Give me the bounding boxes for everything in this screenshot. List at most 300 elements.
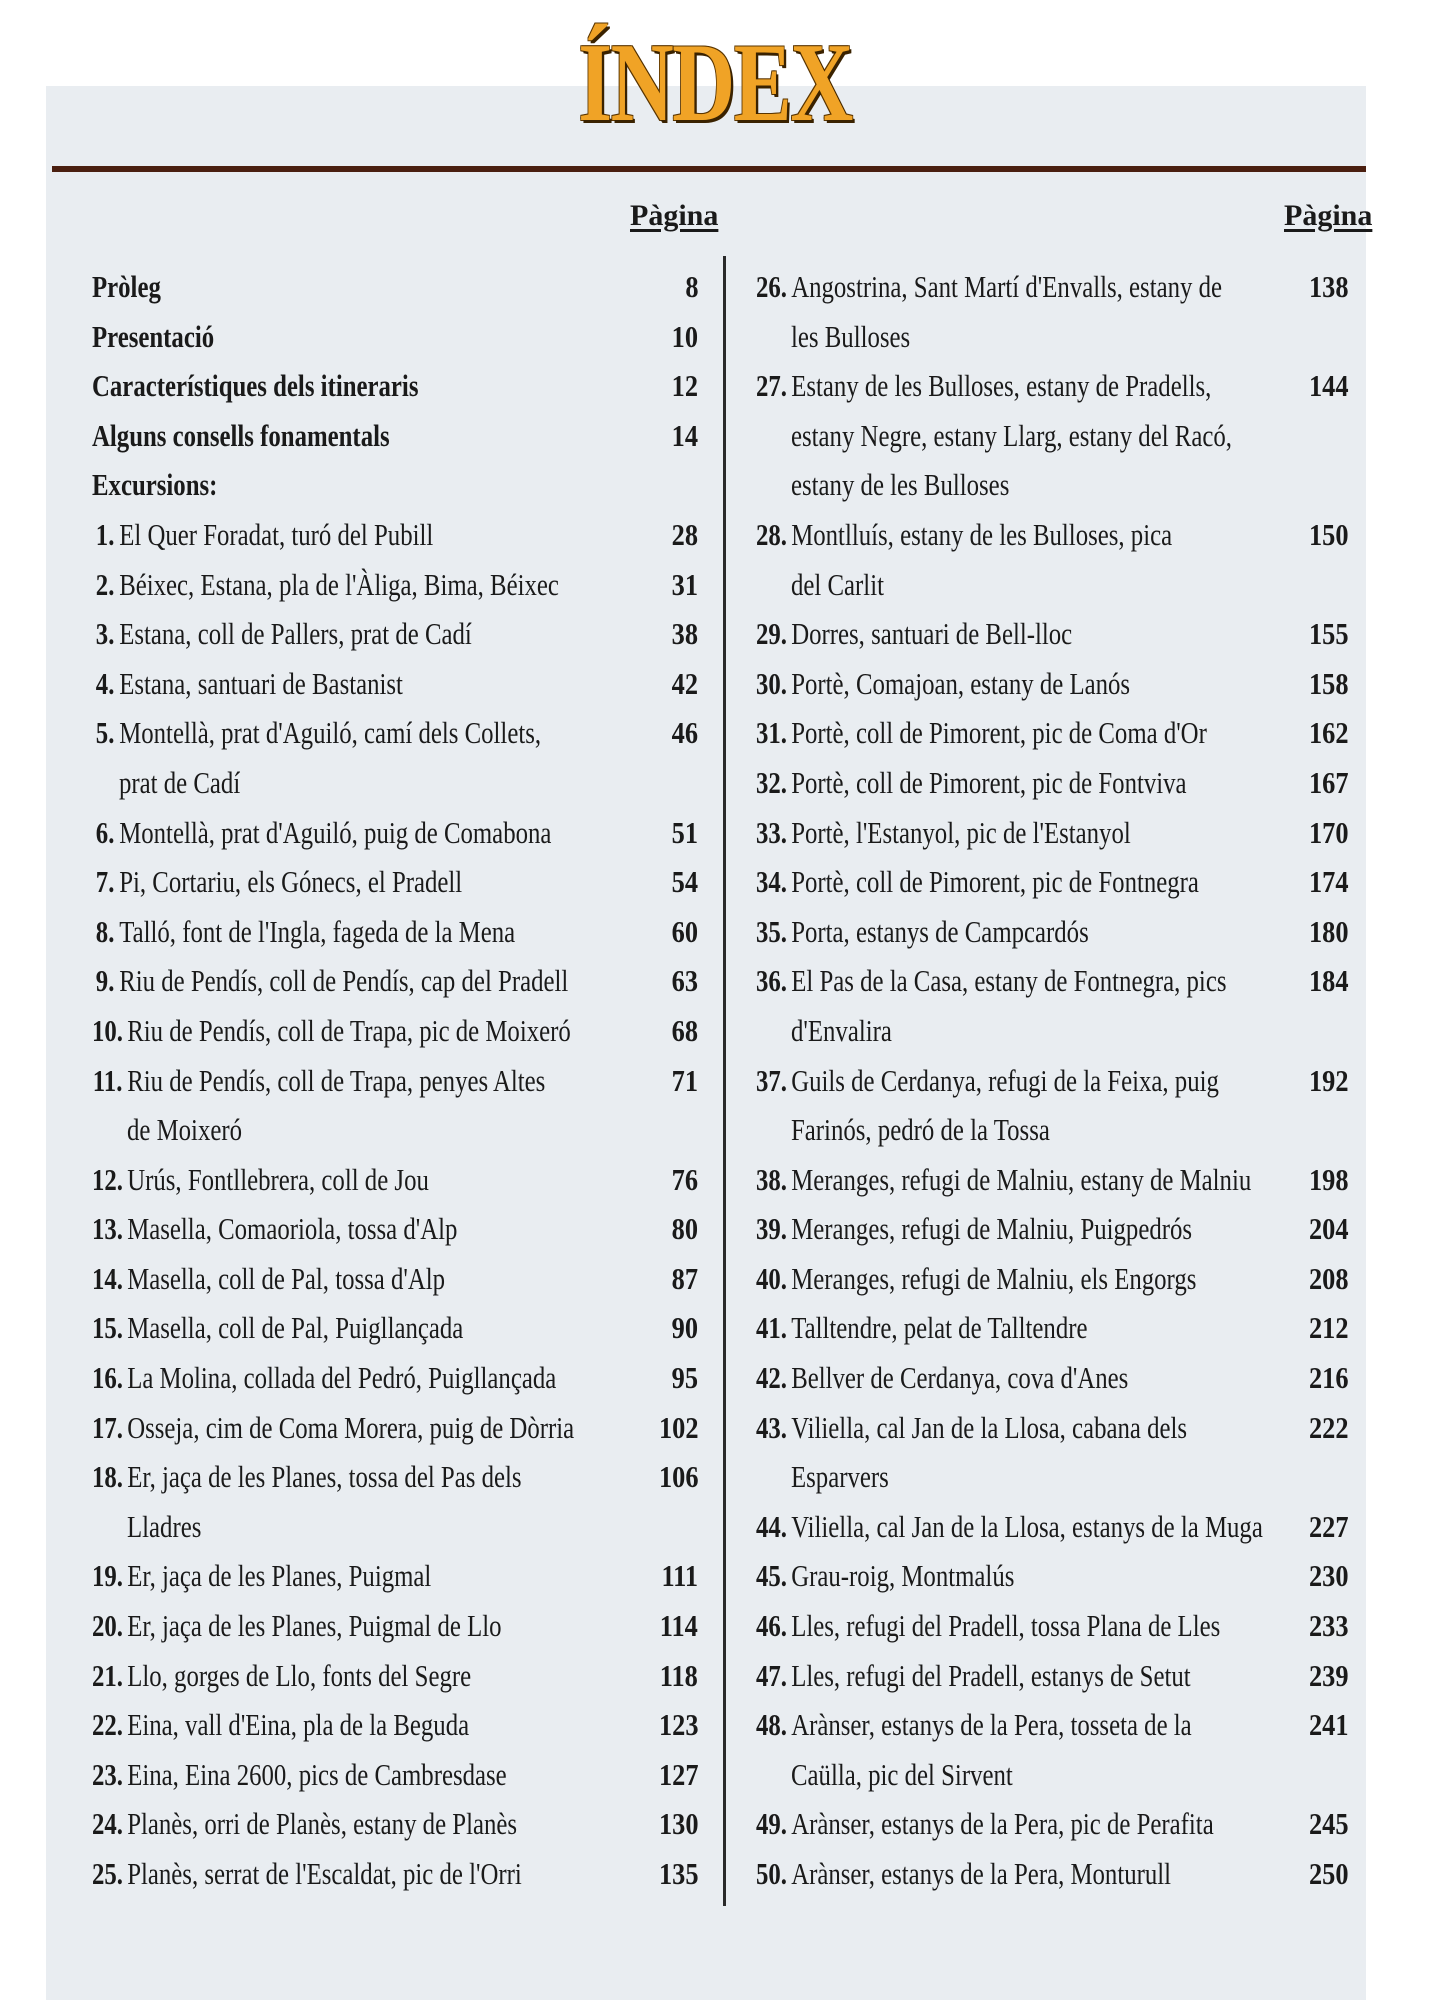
entry-page-number: 155 xyxy=(1308,616,1348,652)
front-matter-entry xyxy=(92,460,692,510)
index-entry xyxy=(92,1006,698,1056)
entry-title: Guils de Cerdanya, refugi de la Feixa, puig xyxy=(791,1062,1219,1098)
entry-line xyxy=(756,510,1356,560)
index-entry xyxy=(92,708,698,807)
entry-line-text xyxy=(127,1105,242,1155)
index-entry xyxy=(92,1303,698,1353)
entry-page-number: 162 xyxy=(1308,715,1348,751)
entry-line xyxy=(92,708,692,758)
entry-number: 40. xyxy=(756,1260,787,1296)
entry-number: 50. xyxy=(756,1856,787,1891)
entry-title: Estana, santuari de Bastanist xyxy=(119,665,403,701)
entry-line xyxy=(92,907,692,957)
entry-line xyxy=(756,1006,1356,1056)
entry-line xyxy=(92,1303,692,1353)
entry-line xyxy=(756,312,1356,362)
entry-line-text xyxy=(791,312,910,362)
entry-number: 15. xyxy=(92,1310,123,1346)
entry-title: Arànser, estanys de la Pera, Monturull xyxy=(791,1856,1172,1891)
entry-number: 38. xyxy=(756,1161,787,1197)
entry-line-text xyxy=(92,1353,556,1403)
index-entry xyxy=(92,1204,698,1254)
entry-line xyxy=(756,1303,1356,1353)
entry-page-number: 95 xyxy=(671,1360,698,1396)
index-column-left xyxy=(92,262,698,1899)
entry-line-text xyxy=(791,1006,892,1056)
entry-title-continuation: d'Envalira xyxy=(791,1012,893,1048)
entry-line-text xyxy=(756,361,1211,411)
entry-line-text xyxy=(756,1651,1191,1701)
front-matter-page: 12 xyxy=(671,368,698,404)
entry-page-number: 204 xyxy=(1308,1211,1348,1247)
entry-line-text xyxy=(92,1651,471,1701)
index-entry xyxy=(756,1254,1356,1304)
entry-number: 36. xyxy=(756,963,787,999)
entry-line xyxy=(92,1105,692,1155)
entry-number: 48. xyxy=(756,1707,787,1743)
index-entry xyxy=(756,1551,1356,1601)
entry-line-text xyxy=(756,1204,1192,1254)
entry-number: 31. xyxy=(756,715,787,751)
index-entry xyxy=(756,262,1356,361)
entry-title: Dorres, santuari de Bell-lloc xyxy=(791,616,1073,652)
entry-page-number: 118 xyxy=(659,1657,698,1693)
entry-line xyxy=(756,659,1356,709)
index-entry xyxy=(92,808,698,858)
entry-page-number: 180 xyxy=(1308,913,1348,949)
entry-line xyxy=(92,1849,692,1899)
title-rule xyxy=(52,166,1366,172)
entry-number: 17. xyxy=(92,1409,123,1445)
entry-number: 24. xyxy=(92,1806,123,1842)
entry-number: 32. xyxy=(756,764,787,800)
entry-line-text xyxy=(92,1006,571,1056)
entry-line xyxy=(756,1849,1356,1899)
entry-number: 26. xyxy=(756,269,787,304)
entry-line-text xyxy=(92,560,559,610)
entry-number: 46. xyxy=(756,1608,787,1644)
entry-title: Masella, coll de Pal, tossa d'Alp xyxy=(127,1260,446,1296)
entry-page-number: 138 xyxy=(1308,269,1348,304)
entry-title: Planès, serrat de l'Escaldat, pic de l'Orri xyxy=(127,1856,522,1891)
entry-title: Er, jaça de les Planes, Puigmal de Llo xyxy=(127,1608,502,1644)
entry-line xyxy=(756,460,1356,510)
entry-line-text xyxy=(127,1502,201,1552)
entry-line xyxy=(756,1601,1356,1651)
entry-line xyxy=(756,1551,1356,1601)
entry-line-text xyxy=(756,1303,1088,1353)
entry-page-number: 230 xyxy=(1308,1558,1348,1594)
entry-page-number: 42 xyxy=(671,665,698,701)
entry-line-text xyxy=(791,1105,1050,1155)
entry-number: 45. xyxy=(756,1558,787,1594)
entry-line xyxy=(756,956,1356,1006)
index-entry xyxy=(92,1799,698,1849)
entry-line-text xyxy=(756,1353,1128,1403)
entry-line-text xyxy=(756,1502,1263,1552)
entry-line xyxy=(92,1006,692,1056)
entry-line-text xyxy=(756,907,1089,957)
entry-line-text xyxy=(791,1750,1013,1800)
entry-line xyxy=(756,708,1356,758)
index-entry xyxy=(92,510,698,560)
index-entry xyxy=(92,956,698,1006)
index-entry xyxy=(92,1849,698,1899)
index-entry xyxy=(756,1700,1356,1799)
entry-number: 3. xyxy=(95,616,115,652)
entry-page-number: 123 xyxy=(658,1707,698,1743)
entry-number: 9. xyxy=(95,963,115,999)
entry-line-text xyxy=(791,460,1009,510)
index-entry xyxy=(92,659,698,709)
index-entry xyxy=(92,609,698,659)
entry-line xyxy=(92,1452,692,1502)
entry-line-text xyxy=(756,956,1226,1006)
entry-line-text xyxy=(756,262,1222,312)
entry-number: 42. xyxy=(756,1360,787,1396)
entry-page-number: 28 xyxy=(671,516,698,552)
index-entry xyxy=(756,361,1356,510)
index-entry xyxy=(92,857,698,907)
entry-page-number: 90 xyxy=(671,1310,698,1346)
entry-line-text xyxy=(92,659,403,709)
entry-line xyxy=(756,1403,1356,1453)
entry-page-number: 250 xyxy=(1308,1856,1348,1891)
entry-page-number: 167 xyxy=(1308,764,1348,800)
entry-line-text xyxy=(92,609,472,659)
front-matter-line xyxy=(92,361,692,411)
entry-title: Viliella, cal Jan de la Llosa, estanys de la Muga xyxy=(791,1508,1263,1544)
front-matter-page: 8 xyxy=(684,269,698,304)
entry-line xyxy=(756,1254,1356,1304)
entry-number: 7. xyxy=(95,864,115,900)
entry-number: 10. xyxy=(92,1012,123,1048)
index-entry xyxy=(756,1799,1356,1849)
entry-line xyxy=(756,808,1356,858)
entry-line-text xyxy=(791,560,884,610)
entry-line-text xyxy=(92,1700,469,1750)
entry-title-continuation: Lladres xyxy=(127,1508,202,1544)
entry-page-number: 227 xyxy=(1308,1508,1348,1544)
index-entry xyxy=(756,1502,1356,1552)
index-entry xyxy=(92,907,698,957)
entry-page-number: 239 xyxy=(1308,1657,1348,1693)
entry-title: Lles, refugi del Pradell, estanys de Setut xyxy=(791,1657,1191,1693)
entry-title: Estany de les Bulloses, estany de Pradells, xyxy=(791,368,1212,404)
entry-line-text xyxy=(92,1849,522,1899)
entry-number: 39. xyxy=(756,1211,787,1247)
entry-line xyxy=(756,411,1356,461)
entry-line-text xyxy=(92,1155,429,1205)
entry-line xyxy=(92,1204,692,1254)
entry-page-number: 150 xyxy=(1308,516,1348,552)
entry-number: 20. xyxy=(92,1608,123,1644)
front-matter-label: Pròleg xyxy=(92,269,161,304)
front-matter-entry xyxy=(92,312,698,362)
entry-title: Portè, coll de Pimorent, pic de Coma d'Or xyxy=(791,715,1207,751)
entry-number: 21. xyxy=(92,1657,123,1693)
entry-title: Bellver de Cerdanya, cova d'Anes xyxy=(791,1360,1129,1396)
index-entry xyxy=(756,708,1356,758)
entry-line xyxy=(92,956,692,1006)
entry-title: Talló, font de l'Ingla, fageda de la Mena xyxy=(119,913,516,949)
entry-line xyxy=(92,609,692,659)
entry-title: Er, jaça de les Planes, Puigmal xyxy=(127,1558,432,1594)
entry-line xyxy=(92,659,692,709)
entry-page-number: 222 xyxy=(1308,1409,1348,1445)
entry-number: 47. xyxy=(756,1657,787,1693)
entry-line xyxy=(756,1056,1356,1106)
entry-title: Osseja, cim de Coma Morera, puig de Dòrria xyxy=(127,1409,575,1445)
front-matter-line xyxy=(92,460,692,510)
entry-page-number: 245 xyxy=(1308,1806,1348,1842)
entry-page-number: 192 xyxy=(1308,1062,1348,1098)
entry-line-text xyxy=(756,1799,1214,1849)
entry-number: 22. xyxy=(92,1707,123,1743)
entry-title: Arànser, estanys de la Pera, tosseta de la xyxy=(791,1707,1192,1743)
entry-title-continuation: Esparvers xyxy=(791,1459,889,1495)
entry-title: Arànser, estanys de la Pera, pic de Perafita xyxy=(791,1806,1214,1842)
entry-number: 37. xyxy=(756,1062,787,1098)
entry-title: Meranges, refugi de Malniu, Puigpedrós xyxy=(791,1211,1193,1247)
entry-number: 2. xyxy=(95,566,115,602)
entry-page-number: 127 xyxy=(658,1756,698,1792)
entry-line-text xyxy=(756,510,1172,560)
entry-line-text xyxy=(119,758,240,808)
entry-line-text xyxy=(756,1056,1219,1106)
entry-number: 12. xyxy=(92,1161,123,1197)
index-entry xyxy=(756,1155,1356,1205)
entry-line xyxy=(92,1799,692,1849)
entry-line-text xyxy=(756,808,1131,858)
entry-title: Masella, coll de Pal, Puigllançada xyxy=(127,1310,464,1346)
entry-title: Angostrina, Sant Martí d'Envalls, estany de xyxy=(791,269,1223,304)
entry-number: 4. xyxy=(95,665,115,701)
entry-page-number: 68 xyxy=(671,1012,698,1048)
index-entry xyxy=(756,659,1356,709)
entry-line xyxy=(92,510,692,560)
index-entry xyxy=(92,1056,698,1155)
entry-title-continuation: del Carlit xyxy=(791,566,885,602)
entry-title: Portè, coll de Pimorent, pic de Fontviva xyxy=(791,764,1187,800)
entry-page-number: 31 xyxy=(671,566,698,602)
entry-line xyxy=(756,1204,1356,1254)
entry-title-continuation: les Bulloses xyxy=(791,318,911,354)
entry-line-text xyxy=(92,510,433,560)
index-entry xyxy=(756,1849,1356,1899)
entry-page-number: 71 xyxy=(671,1062,698,1098)
entry-line xyxy=(756,609,1356,659)
entry-title: Planès, orri de Planès, estany de Planès xyxy=(127,1806,518,1842)
entry-number: 18. xyxy=(92,1459,123,1495)
entry-page-number: 87 xyxy=(671,1260,698,1296)
entry-number: 23. xyxy=(92,1756,123,1792)
entry-number: 8. xyxy=(95,913,115,949)
entry-line-text xyxy=(756,857,1199,907)
index-entry xyxy=(756,1353,1356,1403)
entry-number: 27. xyxy=(756,368,787,404)
entry-line xyxy=(92,857,692,907)
entry-title: Portè, coll de Pimorent, pic de Fontnegra xyxy=(791,864,1199,900)
entry-title-continuation: Farinós, pedró de la Tossa xyxy=(791,1112,1051,1148)
page-column-header-left: Pàgina xyxy=(630,199,719,232)
entry-line xyxy=(756,1353,1356,1403)
entry-line xyxy=(756,1105,1356,1155)
entry-line xyxy=(756,1502,1356,1552)
entry-line-text xyxy=(92,708,541,758)
entry-title: Llo, gorges de Llo, fonts del Segre xyxy=(127,1657,472,1693)
entry-page-number: 106 xyxy=(658,1459,698,1495)
entry-line xyxy=(92,1601,692,1651)
entry-line xyxy=(756,1155,1356,1205)
entry-line-text xyxy=(92,1750,507,1800)
entry-number: 35. xyxy=(756,913,787,949)
index-entry xyxy=(92,1254,698,1304)
entry-line xyxy=(756,1799,1356,1849)
entry-number: 5. xyxy=(95,715,115,751)
entry-page-number: 130 xyxy=(658,1806,698,1842)
entry-title: Pi, Cortariu, els Gónecs, el Pradell xyxy=(119,864,463,900)
entry-line-text xyxy=(92,1303,463,1353)
entry-line-text xyxy=(756,708,1207,758)
entry-line-text xyxy=(756,609,1072,659)
entry-line-text xyxy=(791,1452,889,1502)
front-matter-entry xyxy=(92,411,698,461)
entry-line-text xyxy=(92,1799,517,1849)
entry-number: 14. xyxy=(92,1260,123,1296)
entry-title-continuation: estany Negre, estany Llarg, estany del Racó, xyxy=(791,417,1233,453)
entry-line xyxy=(756,1452,1356,1502)
entry-number: 30. xyxy=(756,665,787,701)
index-entry xyxy=(92,1601,698,1651)
entry-line xyxy=(92,1353,692,1403)
front-matter-label: Presentació xyxy=(92,318,215,354)
entry-page-number: 38 xyxy=(671,616,698,652)
entry-number: 43. xyxy=(756,1409,787,1445)
index-entry xyxy=(756,907,1356,957)
index-entry xyxy=(756,1204,1356,1254)
entry-line-text xyxy=(92,1204,457,1254)
entry-line-text xyxy=(92,1551,431,1601)
entry-title: Eina, vall d'Eina, pla de la Beguda xyxy=(127,1707,470,1743)
entry-line xyxy=(756,907,1356,957)
entry-title: Viliella, cal Jan de la Llosa, cabana dels xyxy=(791,1409,1188,1445)
entry-line-text xyxy=(92,1403,574,1453)
entry-number: 16. xyxy=(92,1360,123,1396)
entry-page-number: 144 xyxy=(1308,368,1348,404)
entry-line xyxy=(756,1700,1356,1750)
entry-number: 49. xyxy=(756,1806,787,1842)
entry-number: 29. xyxy=(756,616,787,652)
index-entry xyxy=(756,1651,1356,1701)
index-entry xyxy=(756,609,1356,659)
entry-page-number: 46 xyxy=(671,715,698,751)
entry-number: 6. xyxy=(95,814,115,850)
entry-page-number: 158 xyxy=(1308,665,1348,701)
entry-line xyxy=(756,758,1356,808)
index-entry xyxy=(92,1651,698,1701)
entry-line xyxy=(92,1254,692,1304)
index-entry xyxy=(756,857,1356,907)
entry-title: El Pas de la Casa, estany de Fontnegra, pics xyxy=(791,963,1227,999)
entry-title: Portè, l'Estanyol, pic de l'Estanyol xyxy=(791,814,1131,850)
entry-title: Montellà, prat d'Aguiló, camí dels Collets, xyxy=(119,715,542,751)
entry-line xyxy=(756,1651,1356,1701)
front-matter-label: Característiques dels itineraris xyxy=(92,368,419,404)
entry-title: Estana, coll de Pallers, prat de Cadí xyxy=(119,616,472,652)
entry-page-number: 111 xyxy=(661,1558,698,1594)
index-entry xyxy=(92,1750,698,1800)
entry-page-number: 54 xyxy=(671,864,698,900)
entry-line-text xyxy=(756,1155,1251,1205)
entry-line-text xyxy=(92,808,551,858)
entry-number: 28. xyxy=(756,516,787,552)
entry-page-number: 233 xyxy=(1308,1608,1348,1644)
entry-title: Béixec, Estana, pla de l'Àliga, Bima, Béixec xyxy=(119,566,559,602)
entry-title: Lles, refugi del Pradell, tossa Plana de Lles xyxy=(791,1608,1221,1644)
entry-line xyxy=(92,808,692,858)
entry-line xyxy=(92,1502,692,1552)
entry-line-text xyxy=(92,857,462,907)
entry-line-text xyxy=(756,1601,1220,1651)
entry-page-number: 212 xyxy=(1308,1310,1348,1346)
index-entry xyxy=(756,510,1356,609)
entry-title: Riu de Pendís, coll de Pendís, cap del Pradell xyxy=(119,963,569,999)
entry-title-continuation: estany de les Bulloses xyxy=(791,467,1010,503)
entry-title-continuation: prat de Cadí xyxy=(119,764,241,800)
entry-title: Urús, Fontllebrera, coll de Jou xyxy=(127,1161,429,1197)
entry-page-number: 241 xyxy=(1308,1707,1348,1743)
entry-line xyxy=(92,1700,692,1750)
entry-title: Masella, Comaoriola, tossa d'Alp xyxy=(127,1211,458,1247)
front-matter-line xyxy=(92,411,692,461)
entry-number: 33. xyxy=(756,814,787,850)
entry-line-text xyxy=(756,1849,1171,1899)
index-entry xyxy=(756,808,1356,858)
entry-page-number: 208 xyxy=(1308,1260,1348,1296)
front-matter-entry xyxy=(92,262,698,312)
entry-line-text xyxy=(756,1403,1187,1453)
entry-title: Grau-roig, Montmalús xyxy=(791,1558,1015,1594)
entry-title: Riu de Pendís, coll de Trapa, pic de Moixeró xyxy=(127,1012,571,1048)
index-entry xyxy=(92,560,698,610)
index-entry xyxy=(92,1353,698,1403)
index-entry xyxy=(756,1601,1356,1651)
index-column-right xyxy=(756,262,1356,1899)
front-matter-page: 14 xyxy=(671,417,698,453)
entry-line xyxy=(756,361,1356,411)
index-entry xyxy=(92,1452,698,1551)
entry-page-number: 114 xyxy=(659,1608,698,1644)
entry-title: Eina, Eina 2600, pics de Cambresdase xyxy=(127,1756,507,1792)
front-matter-line xyxy=(92,262,692,312)
entry-page-number: 170 xyxy=(1308,814,1348,850)
entry-line xyxy=(92,1551,692,1601)
page-column-header-right: Pàgina xyxy=(1284,199,1373,232)
entry-page-number: 60 xyxy=(671,913,698,949)
entry-line-text xyxy=(92,1254,445,1304)
entry-line-text xyxy=(756,1551,1014,1601)
entry-title: Meranges, refugi de Malniu, estany de Malniu xyxy=(791,1161,1252,1197)
entry-line xyxy=(92,1155,692,1205)
entry-line xyxy=(756,262,1356,312)
entry-title: Portè, Comajoan, estany de Lanós xyxy=(791,665,1131,701)
column-divider xyxy=(723,256,726,1906)
entry-line xyxy=(92,560,692,610)
entry-line xyxy=(92,1750,692,1800)
entry-line xyxy=(92,1403,692,1453)
index-entry xyxy=(756,956,1356,1055)
